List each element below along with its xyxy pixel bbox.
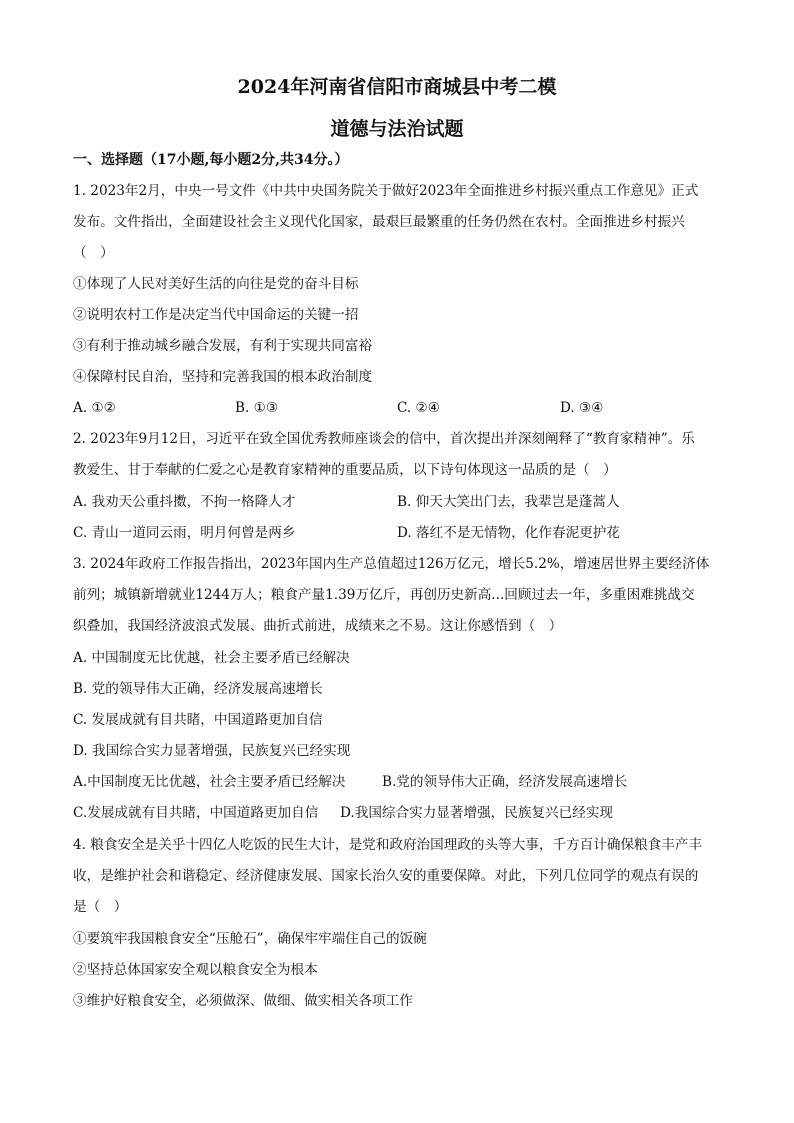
q1-option-b: B. ①③ xyxy=(235,400,279,416)
q1-option-d: D. ③④ xyxy=(560,400,604,416)
q4-stem-line: 收，是维护社会和谐稳定、经济健康发展、国家长治久安的重要保障。对此，下列几位同学的观点有误的 xyxy=(73,868,699,884)
q3-option-a: A. 中国制度无比优越，社会主要矛盾已经解决 xyxy=(73,650,350,666)
q2-option-c: C. 青山一道同云雨，明月何曾是两乡 xyxy=(73,525,296,541)
q3-option-compact-c: C.发展成就有目共睹，中国道路更加自信 xyxy=(73,805,319,821)
q4-statement: ③维护好粮食安全，必须做深、做细、做实相关各项工作 xyxy=(73,993,413,1009)
q1-option-c: C. ②④ xyxy=(397,400,440,416)
q2-stem-line: 2. 2023年9月12日，习近平在致全国优秀教师座谈会的信中，首次提出并深刻阐释了“教育家精神”。乐 xyxy=(73,431,695,447)
q3-option-compact-d: D.我国综合实力显著增强，民族复兴已经实现 xyxy=(340,805,614,821)
q4-statement: ②坚持总体国家安全观以粮食安全为根本 xyxy=(73,962,318,978)
q4-statement: ①要筑牢我国粮食安全“压舱石”，确保牢牢端住自己的饭碗 xyxy=(73,931,427,947)
q4-stem-line: 4. 粮食安全是关乎十四亿人吃饭的民生大计，是党和政府治国理政的头等大事，千方百计确保粮食丰产丰 xyxy=(73,837,703,853)
q1-stem-line: 发布。文件指出，全面建设社会主义现代化国家，最艰巨最繁重的任务仍然在农村。全面推进乡村振兴 xyxy=(73,214,685,230)
q3-option-d: D. 我国综合实力显著增强，民族复兴已经实现 xyxy=(73,743,351,759)
q3-stem-line: 前列；城镇新增就业1244万人；粮食产量1.39万亿斤，再创历史新高...回顾过去一年，多重困难挑战交 xyxy=(73,587,695,603)
q3-option-c: C. 发展成就有目共睹，中国道路更加自信 xyxy=(73,712,323,728)
q3-stem-line: 3. 2024年政府工作报告指出，2023年国内生产总值超过126万亿元，增长5.2%，增速居世界主要经济体 xyxy=(73,556,710,572)
q2-option-b: B. 仰天大笑出门去，我辈岂是蓬蒿人 xyxy=(397,494,620,510)
q3-stem-line: 织叠加，我国经济波浪式发展、曲折式前进，成绩来之不易。这让你感悟到（ ） xyxy=(73,618,563,634)
q2-stem-line: 教爱生、甘于奉献的仁爱之心是教育家精神的重要品质，以下诗句体现这一品质的是（ ） xyxy=(73,462,617,478)
q1-statement: ②说明农村工作是决定当代中国命运的关键一招 xyxy=(73,307,359,323)
q4-stem-line: 是（ ） xyxy=(73,899,128,915)
q1-stem-line: 1. 2023年2月，中央一号文件《中共中央国务院关于做好2023年全面推进乡村振兴重点工作意见》正式 xyxy=(73,183,699,199)
q1-statement: ③有利于推动城乡融合发展，有利于实现共同富裕 xyxy=(73,338,373,354)
q3-option-compact-b: B.党的领导伟大正确，经济发展高速增长 xyxy=(382,774,628,790)
exam-subtitle: 道德与法治试题 xyxy=(330,118,464,140)
section-heading: 一、选择题（17小题,每小题2分,共34分。） xyxy=(73,152,349,168)
q1-option-a: A. ①② xyxy=(73,400,116,416)
q2-option-d: D. 落红不是无情物，化作春泥更护花 xyxy=(397,525,620,541)
q3-option-compact-a: A.中国制度无比优越，社会主要矛盾已经解决 xyxy=(73,774,346,790)
q1-statement: ④保障村民自治，坚持和完善我国的根本政治制度 xyxy=(73,369,373,385)
q1-stem-line: （ ） xyxy=(73,245,114,261)
q3-option-b: B. 党的领导伟大正确，经济发展高速增长 xyxy=(73,681,323,697)
exam-title: 2024年河南省信阳市商城县中考二模 xyxy=(237,76,557,98)
q1-statement: ①体现了人民对美好生活的向往是党的奋斗目标 xyxy=(73,276,359,292)
q2-option-a: A. 我劝天公重抖擞，不拘一格降人才 xyxy=(73,494,296,510)
